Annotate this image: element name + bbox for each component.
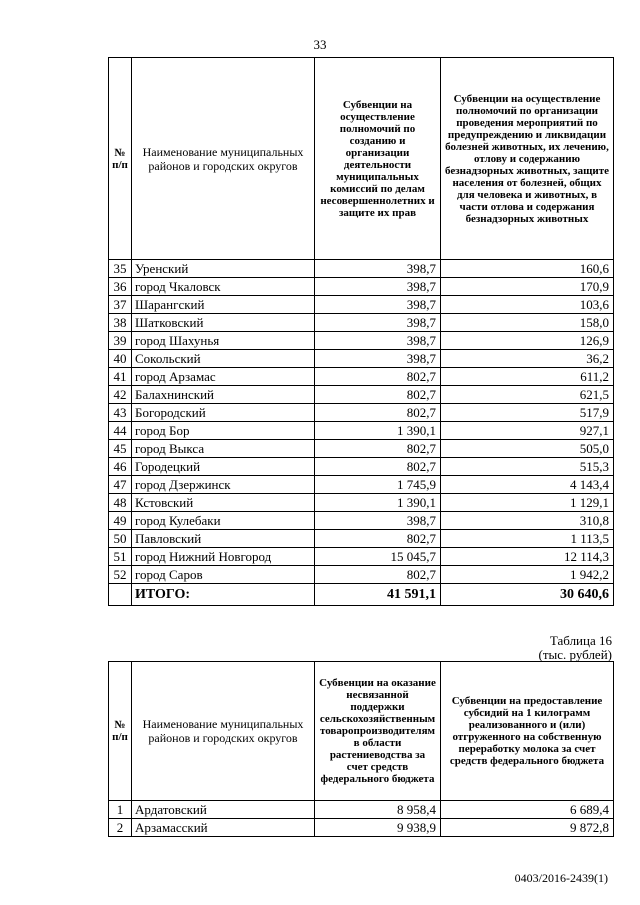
table-header-row: [109, 58, 614, 260]
row-number: 36: [109, 278, 132, 296]
total-row: [109, 584, 614, 606]
municipality-name: город Арзамас: [132, 368, 315, 386]
table-row: [109, 368, 614, 386]
row-number: 52: [109, 566, 132, 584]
header-animal-subvention: Субвенции на осуществление полномочий по организации проведения мероприятий по предупреждению и ликвидации болезней животных, их лечению, отлову и содержанию безнадзорных животных, защите населения от болезней, общих для человека и животных, в части отлова и содержания безнадзорных животных: [441, 58, 614, 260]
subvention-value: 1 113,5: [441, 530, 614, 548]
header-num: № п/п: [109, 662, 132, 801]
row-number: 2: [109, 819, 132, 837]
total-value: 30 640,6: [441, 584, 614, 606]
municipality-name: город Бор: [132, 422, 315, 440]
subvention-value: 398,7: [315, 350, 441, 368]
table-row: [109, 530, 614, 548]
row-number: 37: [109, 296, 132, 314]
table-row: [109, 404, 614, 422]
row-number: 46: [109, 458, 132, 476]
subvention-value: 398,7: [315, 260, 441, 278]
table-16-units: (тыс. рублей): [538, 647, 612, 662]
total-label: ИТОГО:: [132, 584, 315, 606]
table-row: [109, 422, 614, 440]
subvention-value: 1 390,1: [315, 422, 441, 440]
subvention-value: 802,7: [315, 458, 441, 476]
row-number: 39: [109, 332, 132, 350]
municipality-name: Городецкий: [132, 458, 315, 476]
subvention-value: 802,7: [315, 530, 441, 548]
subvention-value: 4 143,4: [441, 476, 614, 494]
subvention-value: 1 942,2: [441, 566, 614, 584]
municipality-name: город Саров: [132, 566, 315, 584]
municipality-name: Шарангский: [132, 296, 315, 314]
row-number: 41: [109, 368, 132, 386]
row-number: 40: [109, 350, 132, 368]
municipality-name: город Дзержинск: [132, 476, 315, 494]
subvention-value: 398,7: [315, 296, 441, 314]
table-row: [109, 386, 614, 404]
table-15-body: [109, 260, 614, 606]
table-row: [109, 296, 614, 314]
row-number: 49: [109, 512, 132, 530]
subvention-value: 505,0: [441, 440, 614, 458]
subvention-value: 9 938,9: [315, 819, 441, 837]
table-16-title: Таблица 16: [549, 633, 612, 648]
row-number: 1: [109, 801, 132, 819]
total-value: 41 591,1: [315, 584, 441, 606]
table-header-row: [109, 662, 614, 801]
row-number: 38: [109, 314, 132, 332]
header-crop-subvention: Субвенции на оказание несвязанной поддержки сельскохозяйственным товаропроизводителям в области растениеводства за счет средств федерального бюджета: [315, 662, 441, 801]
subvention-value: 398,7: [315, 512, 441, 530]
row-number: 45: [109, 440, 132, 458]
subvention-value: 1 129,1: [441, 494, 614, 512]
municipality-name: город Кулебаки: [132, 512, 315, 530]
municipality-name: Ардатовский: [132, 801, 315, 819]
subvention-value: 927,1: [441, 422, 614, 440]
subvention-value: 9 872,8: [441, 819, 614, 837]
header-milk-subvention: Субвенции на предоставление субсидий на 1 килограмм реализованного и (или) отгруженного на собственную переработку молока за счет средств федерального бюджета: [441, 662, 614, 801]
subvention-value: 1 745,9: [315, 476, 441, 494]
table-row: [109, 548, 614, 566]
subvention-value: 8 958,4: [315, 801, 441, 819]
table-row: [109, 819, 614, 837]
municipality-name: Павловский: [132, 530, 315, 548]
municipality-name: Шатковский: [132, 314, 315, 332]
row-number: 47: [109, 476, 132, 494]
subvention-value: 802,7: [315, 368, 441, 386]
municipality-name: город Шахунья: [132, 332, 315, 350]
subvention-value: 170,9: [441, 278, 614, 296]
subvention-value: 515,3: [441, 458, 614, 476]
municipality-name: Уренский: [132, 260, 315, 278]
municipality-name: Богородский: [132, 404, 315, 422]
subvention-value: 160,6: [441, 260, 614, 278]
subvention-value: 802,7: [315, 440, 441, 458]
subvention-value: 398,7: [315, 332, 441, 350]
subvention-value: 802,7: [315, 566, 441, 584]
subvention-value: 103,6: [441, 296, 614, 314]
subvention-value: 126,9: [441, 332, 614, 350]
header-name: Наименование муниципальных районов и городских округов: [132, 662, 315, 801]
page-number: 33: [313, 37, 327, 52]
subvention-value: 611,2: [441, 368, 614, 386]
table-row: [109, 512, 614, 530]
header-num: № п/п: [109, 58, 132, 260]
subvention-value: 310,8: [441, 512, 614, 530]
table-row: [109, 801, 614, 819]
subvention-value: 802,7: [315, 386, 441, 404]
document-code: 0403/2016-2439(1): [514, 871, 608, 885]
table-16-body: [109, 801, 614, 837]
municipality-name: Балахнинский: [132, 386, 315, 404]
row-number: 51: [109, 548, 132, 566]
municipality-name: город Нижний Новгород: [132, 548, 315, 566]
subvention-value: 1 390,1: [315, 494, 441, 512]
row-number: 50: [109, 530, 132, 548]
table-row: [109, 440, 614, 458]
row-number: 43: [109, 404, 132, 422]
municipality-name: город Выкса: [132, 440, 315, 458]
row-number: 35: [109, 260, 132, 278]
table-row: [109, 458, 614, 476]
row-number: 48: [109, 494, 132, 512]
municipality-name: Арзамасский: [132, 819, 315, 837]
municipality-name: Кстовский: [132, 494, 315, 512]
table-row: [109, 494, 614, 512]
subvention-value: 802,7: [315, 404, 441, 422]
subvention-value: 158,0: [441, 314, 614, 332]
table-row: [109, 350, 614, 368]
row-number: 44: [109, 422, 132, 440]
header-name: Наименование муниципальных районов и городских округов: [132, 58, 315, 260]
table-row: [109, 260, 614, 278]
row-number: 42: [109, 386, 132, 404]
table-row: [109, 476, 614, 494]
subvention-value: 15 045,7: [315, 548, 441, 566]
total-empty-cell: [109, 584, 132, 606]
subventions-table-16: [108, 661, 614, 837]
subvention-value: 36,2: [441, 350, 614, 368]
table-row: [109, 278, 614, 296]
subvention-value: 398,7: [315, 314, 441, 332]
header-commission-subvention: Субвенции на осуществление полномочий по созданию и организации деятельности муниципальных комиссий по делам несовершеннолетних и защите их прав: [315, 58, 441, 260]
table-row: [109, 314, 614, 332]
subvention-value: 6 689,4: [441, 801, 614, 819]
table-row: [109, 566, 614, 584]
municipality-name: город Чкаловск: [132, 278, 315, 296]
subvention-value: 621,5: [441, 386, 614, 404]
municipality-name: Сокольский: [132, 350, 315, 368]
subventions-table-15: [108, 57, 614, 606]
subvention-value: 517,9: [441, 404, 614, 422]
subvention-value: 398,7: [315, 278, 441, 296]
table-row: [109, 332, 614, 350]
subvention-value: 12 114,3: [441, 548, 614, 566]
